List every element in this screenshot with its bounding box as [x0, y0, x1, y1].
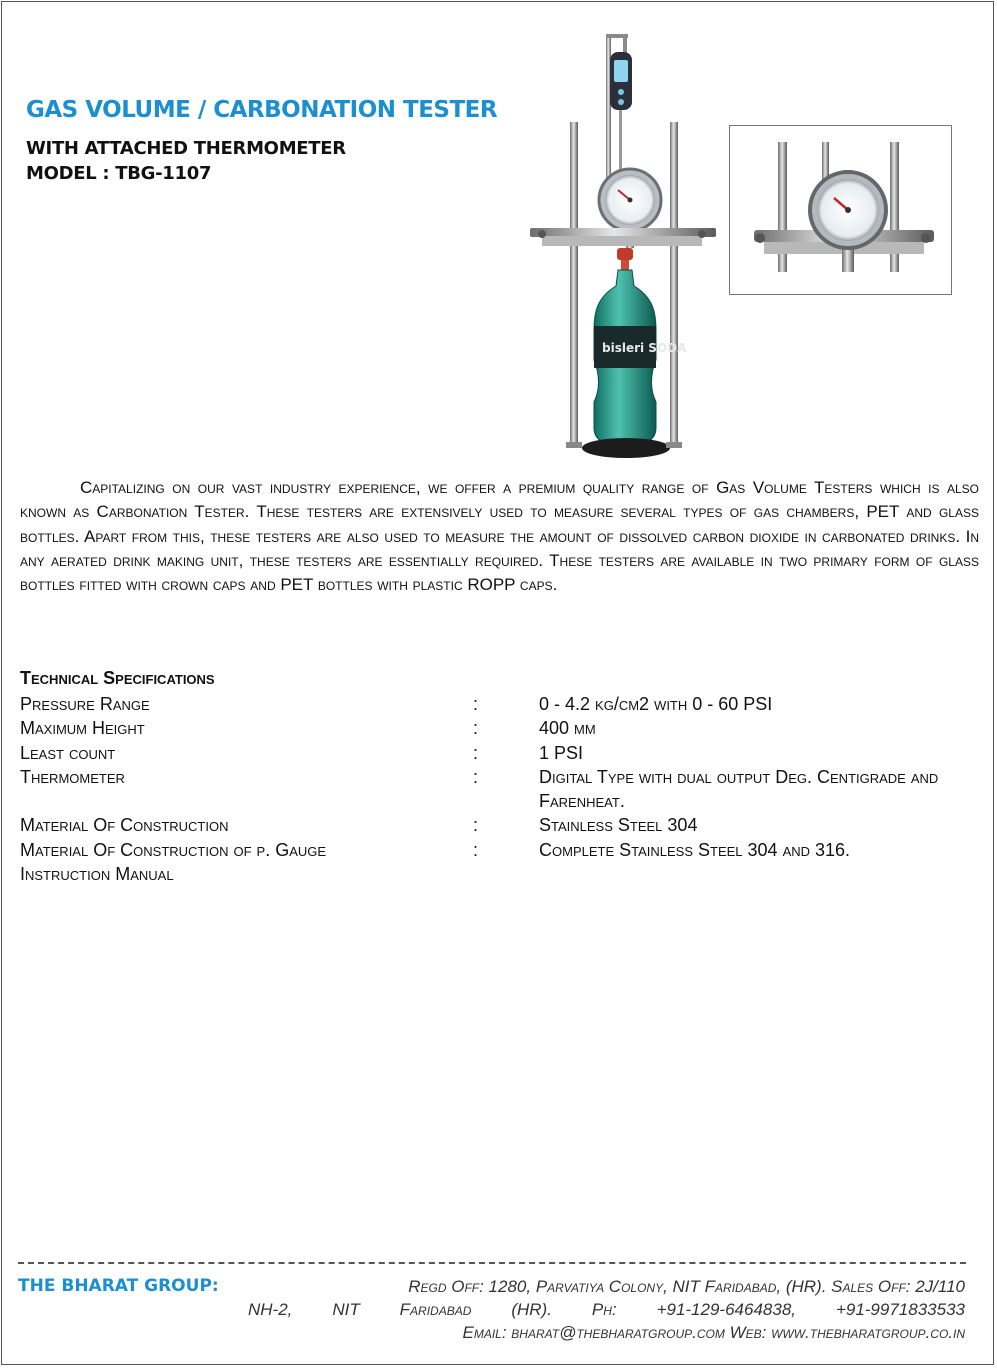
spec-separator: : — [473, 694, 479, 714]
spec-label: Thermometer — [20, 766, 125, 787]
specifications-heading: Technical Specifications — [20, 668, 215, 688]
phone-number[interactable]: +91-129-6464838, — [656, 1300, 796, 1319]
spec-row-instruction-manual — [20, 862, 980, 886]
product-description — [20, 476, 979, 597]
spec-label: Material Of Construction — [20, 815, 229, 836]
bottle-label: bisleri SODA — [602, 341, 687, 355]
spec-row-least-count — [20, 741, 980, 765]
spec-separator: : — [473, 815, 479, 836]
product-photo — [522, 30, 722, 462]
spec-label: Maximum Height — [20, 718, 145, 739]
footer-line-2 — [18, 1298, 965, 1321]
spec-separator: : — [473, 742, 479, 763]
address-part: (HR). — [511, 1300, 552, 1319]
spec-label: Least count — [20, 742, 116, 763]
spec-row-maximum-height — [20, 716, 980, 740]
gauge-closeup-photo — [729, 125, 952, 295]
spec-value: 1 PSI — [539, 742, 584, 763]
model-number: MODEL : TBG-1107 — [26, 163, 212, 184]
gauge-closeup-illustration — [730, 126, 951, 294]
footer-line-1 — [18, 1275, 965, 1298]
spec-label: Instruction Manual — [20, 864, 174, 885]
spec-value: 400 mm — [539, 718, 596, 739]
spec-value: Complete Stainless Steel 304 and 316. — [539, 839, 851, 860]
address-part: NH-2, — [248, 1300, 293, 1319]
spec-separator: : — [473, 766, 479, 787]
footer-line-3[interactable]: Email: bharat@thebharatgroup.com Web: www.thebharatgroup.co.in — [462, 1323, 965, 1342]
spec-label: Pressure Range — [20, 694, 150, 714]
mobile-number[interactable]: +91-9971833533 — [835, 1300, 965, 1319]
address-part: NIT — [332, 1300, 360, 1319]
phone-label: Ph: — [591, 1300, 617, 1319]
spec-value: Digital Type with dual output Deg. Centigrade and Farenheat. — [539, 766, 939, 811]
spec-value: 0 - 4.2 kg/cm2 with 0 - 60 PSI — [539, 694, 773, 714]
address-part: Faridabad — [399, 1300, 472, 1319]
spec-value: Stainless Steel 304 — [539, 815, 698, 836]
spec-row-material — [20, 813, 980, 837]
spec-row-gauge-material — [20, 838, 980, 862]
spec-separator: : — [473, 718, 479, 739]
office-address: Regd Off: 1280, Parvatiya Colony, NIT Faridabad, (HR). Sales Off: 2J/110 — [408, 1277, 965, 1296]
spec-label: Material Of Construction of p. Gauge — [20, 839, 327, 860]
specifications-table — [20, 692, 980, 886]
product-subtitle: WITH ATTACHED THERMOMETER — [26, 138, 346, 159]
product-title: GAS VOLUME / CARBONATION TESTER — [26, 97, 498, 123]
spec-separator: : — [473, 839, 479, 860]
spec-row-thermometer — [20, 765, 980, 814]
intro-text: Capitalizing on our vast industry experience, we offer a premium quality range of Gas Volume Testers which is also known as Carbonation Tester. These testers are extensively used to measure several types of gas chambers, PET and glass bottles. Apart from this, these testers are also used to measure the amount of dissolved carbon dioxide in carbonated drinks. In any aerated drink making unit, these testers are essentially required. These testers are available in two primary form of glass bottles fitted with crown caps and PET bottles with plastic ROPP caps. — [20, 478, 979, 595]
spec-row-pressure-range — [20, 692, 980, 716]
footer-divider — [18, 1262, 966, 1264]
company-name: THE BHARAT GROUP: — [18, 1276, 219, 1296]
contact-footer — [18, 1275, 965, 1344]
